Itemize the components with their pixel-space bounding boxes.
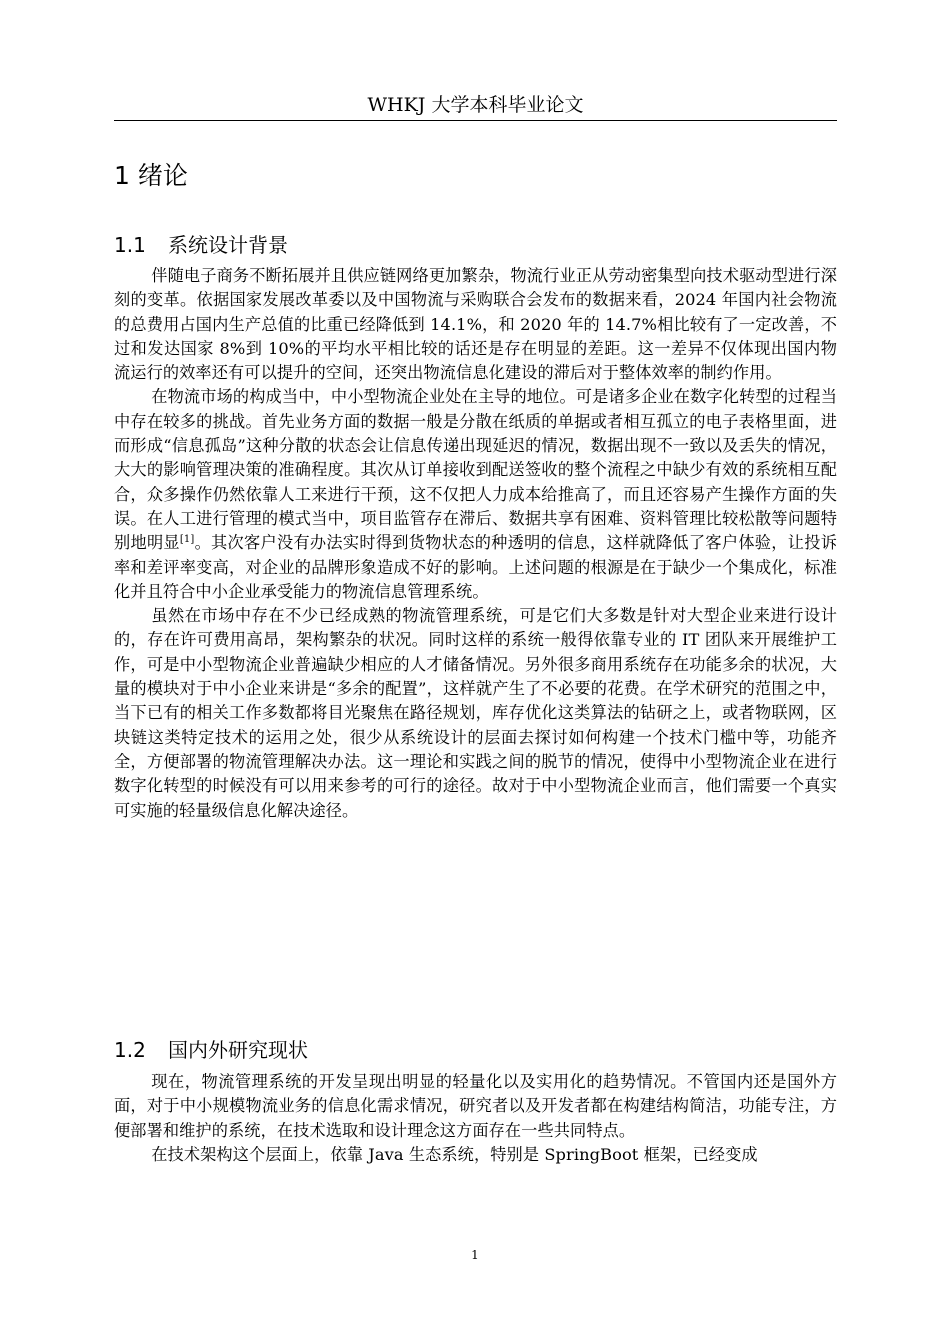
section-1-2-body <box>114 1070 837 1167</box>
section-heading-1-2 <box>114 1034 308 1066</box>
section-number: 1.1 <box>114 233 146 257</box>
header-rule <box>114 120 837 121</box>
page-number: 1 <box>471 1248 479 1262</box>
citation-ref: [1] <box>179 534 195 546</box>
paragraph: 虽然在市场中存在不少已经成熟的物流管理系统，可是它们大多数是针对大型企业来进行设计的，存在许可费用高昂，架构繁杂的状况。同时这样的系统一般得依靠专业的 IT 团队来开展维护工作，可是中小型物流企业普遍缺少相应的人才储备情况。另外很多商用系统存在功能多余的状况，大量的模块对于中小企业来讲是“多余的配置”，这样就产生了不必要的花费。在学术研究的范围之中，当下已有的相关工作多数都将目光聚焦在路径规划，库存优化这类算法的钻研之上，或者物联网，区块链这类特定技术的运用之处，很少从系统设计的层面去探讨如何构建一个技术门槛中等，功能齐全，方便部署的物流管理解决办法。这一理论和实践之间的脱节的情况，使得中小型物流企业在进行数字化转型的时候没有可以用来参考的可行的途径。故对于中小型物流企业而言，他们需要一个真实可实施的轻量级信息化解决途径。 <box>114 606 837 820</box>
paragraph: 现在，物流管理系统的开发呈现出明显的轻量化以及实用化的趋势情况。不管国内还是国外方面，对于中小规模物流业务的信息化需求情况，研究者以及开发者都在构建结构简洁，功能专注，方便部署和维护的系统，在技术选取和设计理念这方面存在一些共同特点。 <box>114 1072 837 1140</box>
running-header: WHKJ 大学本科毕业论文 <box>367 94 584 116</box>
section-title: 国内外研究现状 <box>168 1038 308 1062</box>
section-number: 1.2 <box>114 1038 146 1062</box>
paragraph: 伴随电子商务不断拓展并且供应链网络更加繁杂，物流行业正从劳动密集型向技术驱动型进行深刻的变革。依据国家发展改革委以及中国物流与采购联合会发布的数据来看，2024 年国内社会物流的总费用占国内生产总值的比重已经降低到 14.1%，和 2020 年的 14.7%相比较有了一定改善，不过和发达国家 8%到 10%的平均水平相比较的话还是存在明显的差距。这一差异不仅体现出国内物流运行的效率还有可以提升的空间，还突出物流信息化建设的滞后对于整体效率的制约作用。 <box>114 266 837 383</box>
paragraph <box>114 385 837 604</box>
section-title: 系统设计背景 <box>168 233 288 257</box>
section-1-1-body <box>114 264 837 823</box>
paragraph-text: 在物流市场的构成当中，中小型物流企业处在主导的地位。可是诸多企业在数字化转型的过程当中存在较多的挑战。首先业务方面的数据一般是分散在纸质的单据或者相互孤立的电子表格里面，进而形成“信息孤岛”这种分散的状态会让信息传递出现延迟的情况，数据出现不一致以及丢失的情况，大大的影响管理决策的准确程度。其次从订单接收到配送签收的整个流程之中缺少有效的系统相互配合，众多操作仍然依靠人工来进行干预，这不仅把人力成本给推高了，而且还容易产生操作方面的失误。在人工进行管理的模式当中，项目监管存在滞后、数据共享有困难、资料管理比较松散等问题特别地明显 <box>114 387 837 553</box>
paragraph-text: 。其次客户没有办法实时得到货物状态的种透明的信息，这样就降低了客户体验，让投诉率和差评率变高，对企业的品牌形象造成不好的影响。上述问题的根源是在于缺少一个集成化，标准化并且符合中小企业承受能力的物流信息管理系统。 <box>114 533 837 601</box>
paragraph: 在技术架构这个层面上，依靠 Java 生态系统，特别是 SpringBoot 框架，已经变成 <box>151 1144 758 1164</box>
section-heading-1-1 <box>114 229 288 261</box>
chapter-title: 1 绪论 <box>114 161 188 190</box>
